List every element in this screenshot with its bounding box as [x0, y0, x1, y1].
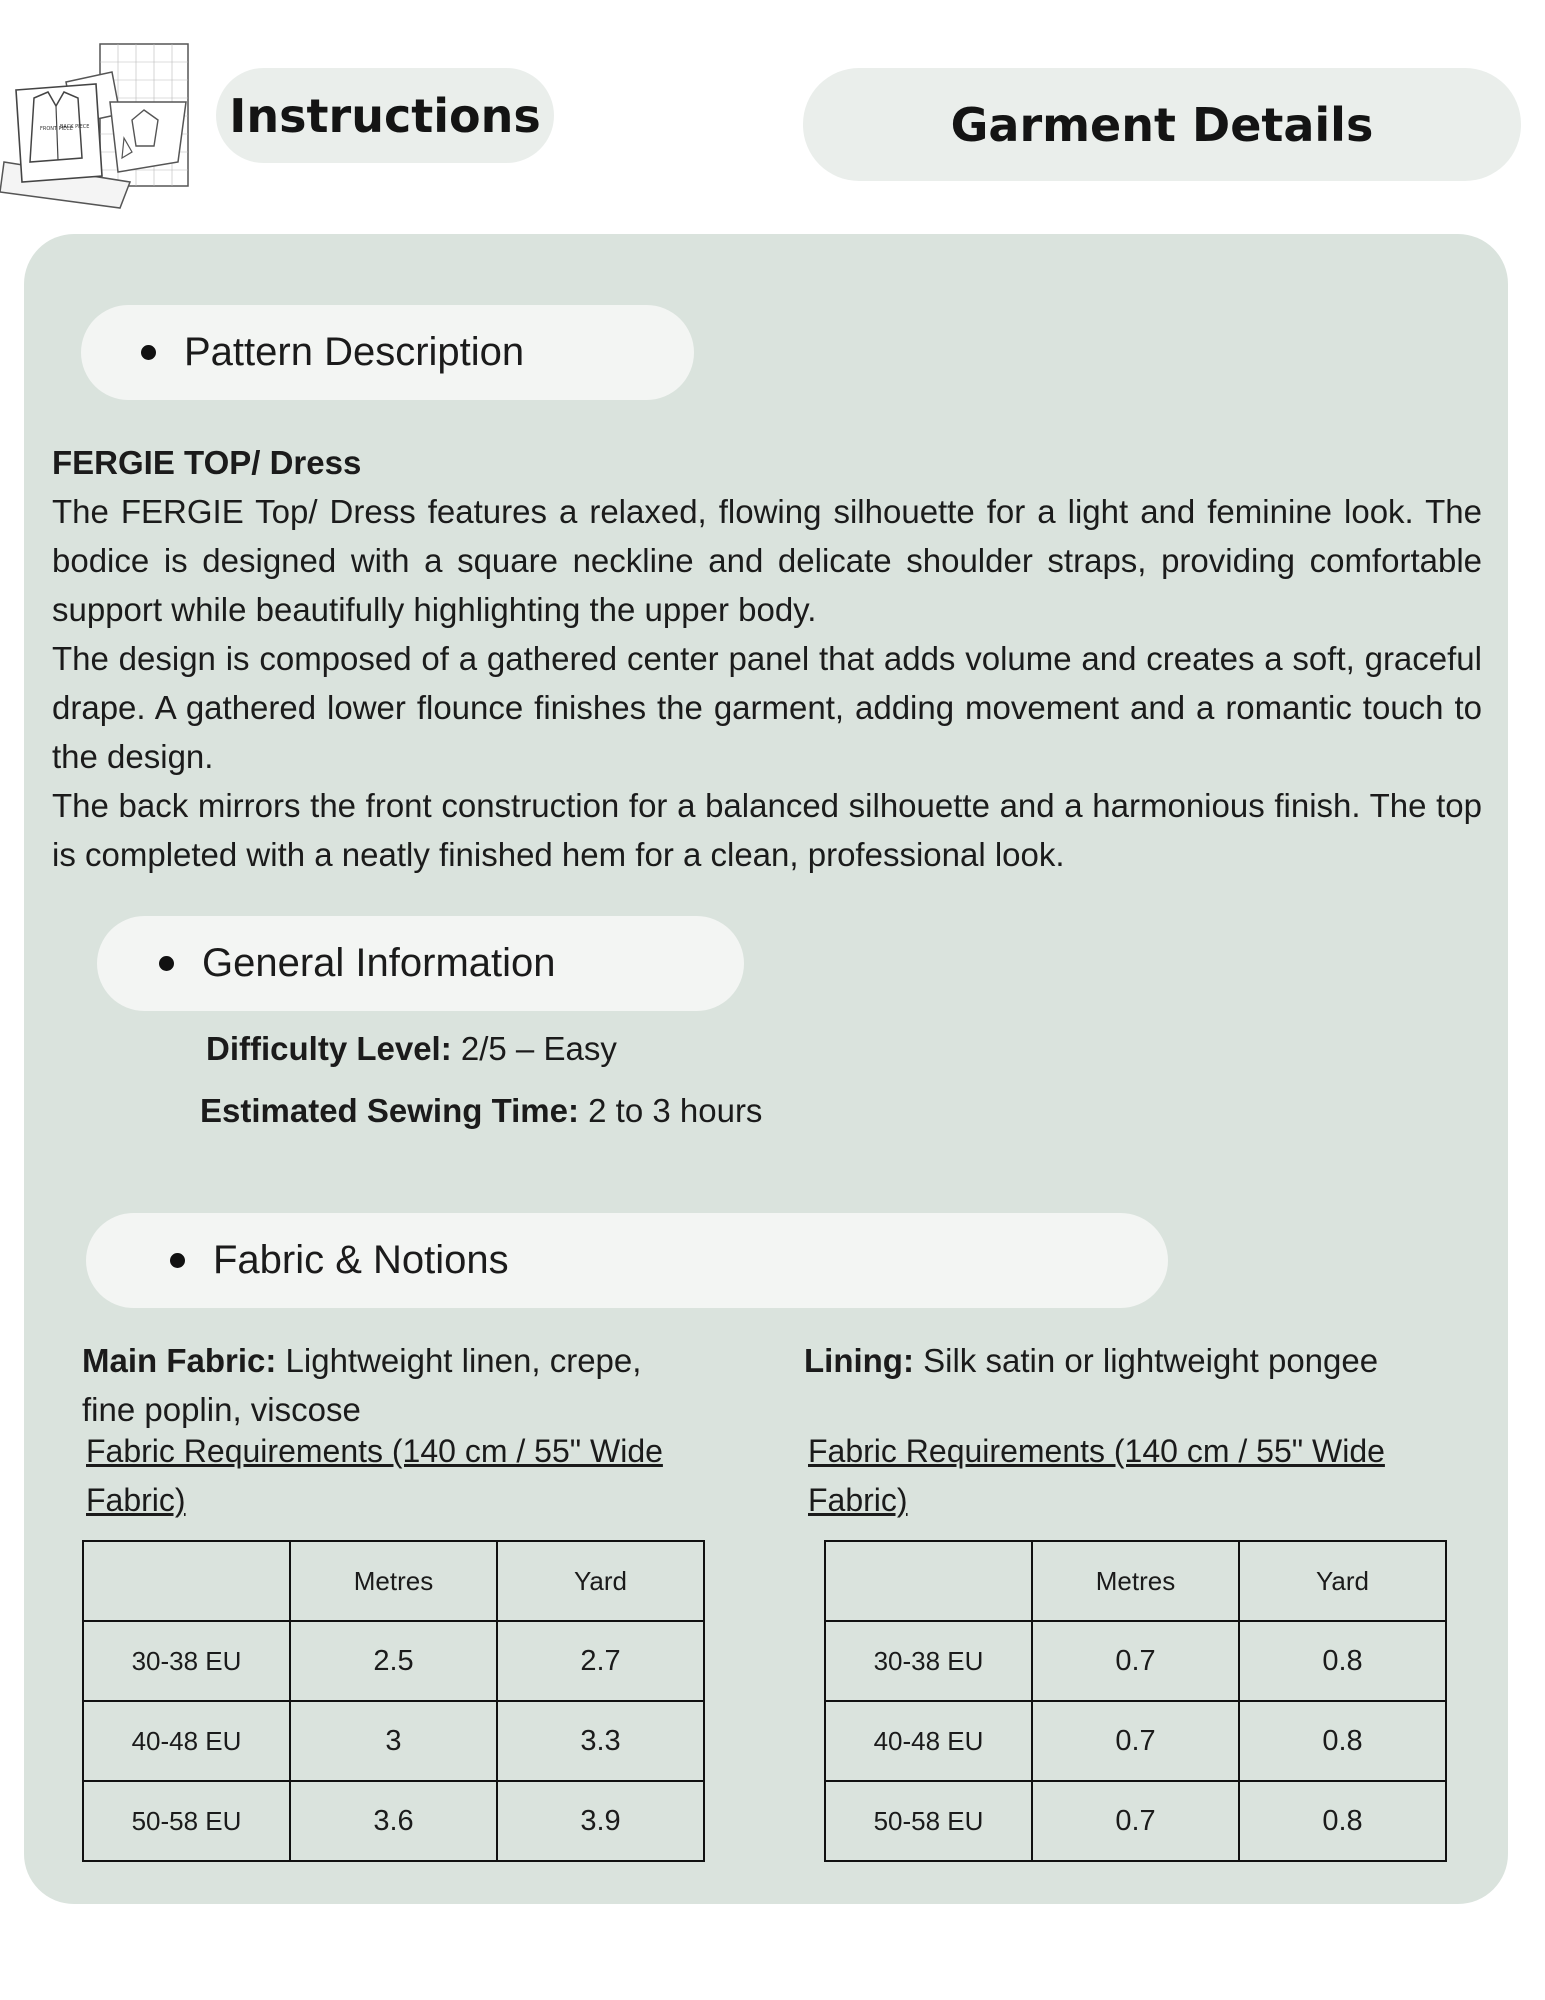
description-paragraph: The FERGIE Top/ Dress features a relaxed, flowing silhouette for a light and feminine look. The bodice is designed with a square neckline and delicate shoulder straps, providing comfortable support while beautifully highlighting the upper body. [52, 493, 1482, 628]
table-row [825, 1701, 1446, 1781]
yard-cell: 3.3 [497, 1701, 704, 1781]
difficulty-label: Difficulty Level: [206, 1030, 452, 1067]
description-paragraph: The design is composed of a gathered center panel that adds volume and creates a soft, graceful drape. A gathered lower flounce finishes the garment, adding movement and a romantic touch to the design. [52, 640, 1482, 775]
sewing-time-label: Estimated Sewing Time: [200, 1092, 579, 1129]
difficulty-value: 2/5 – Easy [451, 1030, 617, 1067]
size-cell: 30-38 EU [825, 1621, 1032, 1701]
table-header-cell [825, 1541, 1032, 1621]
metres-cell: 3.6 [290, 1781, 497, 1861]
yard-cell: 0.8 [1239, 1621, 1446, 1701]
lining-requirements-heading: Fabric Requirements (140 cm / 55" Wide Fabric) [808, 1433, 1385, 1518]
metres-cell: 0.7 [1032, 1621, 1239, 1701]
main-fabric-requirements-heading: Fabric Requirements (140 cm / 55" Wide Fabric) [86, 1433, 663, 1518]
pattern-description-text [52, 438, 1482, 879]
size-cell: 50-58 EU [825, 1781, 1032, 1861]
sewing-time [200, 1092, 762, 1130]
bullet-icon [159, 956, 174, 971]
section-title: Pattern Description [184, 330, 525, 374]
table-header-cell: Yard [497, 1541, 704, 1621]
size-cell: 40-48 EU [83, 1701, 290, 1781]
logo-tag-back: BACK PIECE [60, 124, 90, 130]
lining-value: Silk satin or lightweight pongee [913, 1342, 1379, 1379]
instructions-tab[interactable] [216, 68, 554, 163]
difficulty-level [206, 1030, 617, 1068]
table-row [83, 1701, 704, 1781]
table-header-row [83, 1541, 704, 1621]
size-cell: 40-48 EU [825, 1701, 1032, 1781]
table-header-cell [83, 1541, 290, 1621]
table-header-cell: Metres [1032, 1541, 1239, 1621]
main-fabric-label: Main Fabric: [82, 1342, 277, 1379]
metres-cell: 0.7 [1032, 1701, 1239, 1781]
lining [804, 1336, 1504, 1385]
yard-cell: 3.9 [497, 1781, 704, 1861]
bullet-icon [170, 1253, 185, 1268]
description-paragraph: The back mirrors the front construction for a balanced silhouette and a harmonious finish. The top is completed with a neatly finished hem for a clean, professional look. [52, 787, 1482, 873]
table-header-cell: Yard [1239, 1541, 1446, 1621]
table-row [83, 1621, 704, 1701]
size-cell: 30-38 EU [83, 1621, 290, 1701]
logo-tag-front: FRONT PIECE [40, 126, 73, 132]
instructions-label: Instructions [229, 88, 541, 143]
sewing-time-value: 2 to 3 hours [578, 1092, 763, 1129]
section-general-information [97, 916, 744, 1011]
bullet-icon [141, 345, 156, 360]
lining-label: Lining: [804, 1342, 914, 1379]
section-fabric-notions [86, 1213, 1168, 1308]
main-fabric [82, 1336, 682, 1434]
metres-cell: 2.5 [290, 1621, 497, 1701]
yard-cell: 0.8 [1239, 1701, 1446, 1781]
main-fabric-value: Lightweight linen, crepe, fine poplin, viscose [82, 1342, 642, 1428]
metres-cell: 3 [290, 1701, 497, 1781]
garment-details-label: Garment Details [950, 97, 1374, 152]
section-title: Fabric & Notions [213, 1238, 509, 1282]
size-cell: 50-58 EU [83, 1781, 290, 1861]
table-header-row [825, 1541, 1446, 1621]
section-title: General Information [202, 941, 556, 985]
table-header-cell: Metres [290, 1541, 497, 1621]
garment-details-tab[interactable] [803, 68, 1521, 181]
main-fabric-table [82, 1540, 705, 1862]
lining-table [824, 1540, 1447, 1862]
section-pattern-description [81, 305, 694, 400]
table-row [825, 1781, 1446, 1861]
metres-cell: 0.7 [1032, 1781, 1239, 1861]
sewing-pattern-sketch-icon [0, 42, 196, 210]
yard-cell: 0.8 [1239, 1781, 1446, 1861]
yard-cell: 2.7 [497, 1621, 704, 1701]
table-row [825, 1621, 1446, 1701]
garment-title: FERGIE TOP/ Dress [52, 444, 362, 481]
table-row [83, 1781, 704, 1861]
